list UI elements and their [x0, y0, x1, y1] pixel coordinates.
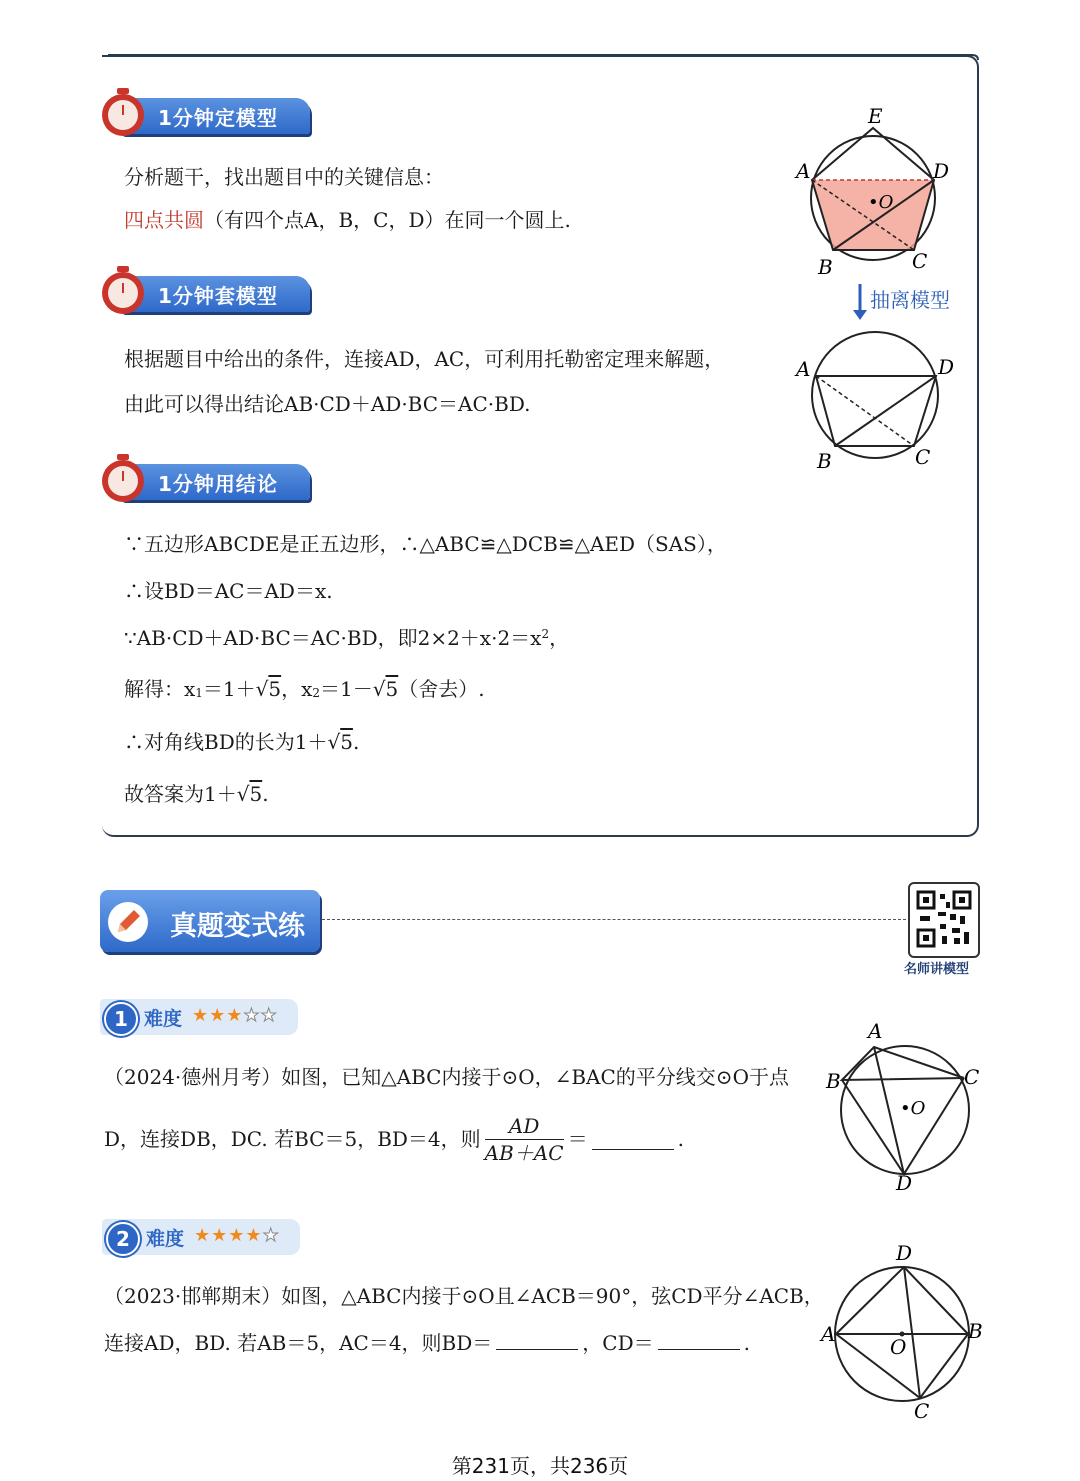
- s2-line2: 由此可以得出结论AB·CD＋AD·BC＝AC·BD.: [124, 392, 531, 416]
- banner-apply-model: [98, 268, 318, 312]
- s3-l6c: .: [262, 782, 269, 806]
- s3-line4: [124, 676, 485, 702]
- dashed-divider: [322, 919, 906, 920]
- difficulty-label: 难度: [144, 1008, 183, 1030]
- q2-figure: [818, 1240, 988, 1424]
- star-empty-icon: ★: [243, 1005, 261, 1026]
- q2-stars: [194, 1225, 280, 1246]
- q2-line2a: 连接AD，BD. 若AB＝5，AC＝4，则BD＝: [104, 1331, 493, 1355]
- s3-line5: [124, 729, 359, 755]
- frac-denominator: AB＋AC: [484, 1140, 564, 1165]
- pentagon-circle-figure: [790, 100, 970, 290]
- s3-l4f: 5: [385, 677, 399, 701]
- label-D: D: [933, 159, 950, 183]
- s3-l4d: ，x: [281, 677, 313, 701]
- star-empty-icon: ★: [260, 1005, 278, 1026]
- s3-l5a: ∴对角线BD的长为1＋√: [124, 730, 341, 754]
- q2-line2c: .: [743, 1331, 750, 1355]
- label-C: C: [912, 249, 928, 273]
- star-filled-icon: ★: [245, 1225, 263, 1246]
- s3-line2: ∴设BD＝AC＝AD＝x.: [124, 579, 333, 603]
- q1-stars: [192, 1005, 278, 1026]
- q1-fraction: [485, 1113, 564, 1166]
- q1-line1: （2024·德州月考）如图，已知△ABC内接于⊙O，∠BAC的平分线交⊙O于点: [104, 1065, 789, 1089]
- label-B: B: [817, 449, 832, 473]
- q2-answer-blank-cd[interactable]: [658, 1329, 740, 1350]
- label-A: A: [868, 1019, 883, 1043]
- q1-figure: [820, 1018, 990, 1194]
- label-C: C: [914, 1399, 930, 1423]
- q2-line1: （2023·邯郸期末）如图，△ABC内接于⊙O且∠ACB＝90°，弦CD平分∠ACB，: [104, 1284, 824, 1308]
- label-O: •O: [868, 192, 894, 213]
- s1-line2-rest: （有四个点A，B，C，D）在同一个圆上.: [204, 208, 571, 232]
- s3-l5b: 5: [340, 730, 353, 754]
- qr-code-icon: [910, 884, 978, 956]
- q1-line2c: .: [677, 1127, 684, 1151]
- label-O: •O: [900, 1098, 926, 1119]
- pencil-icon: [106, 900, 150, 944]
- label-B: B: [826, 1069, 841, 1093]
- star-filled-icon: ★: [209, 1005, 227, 1026]
- s3-line3-sup: 2: [541, 627, 550, 641]
- banner-define-model: [98, 90, 318, 134]
- s3-l4e: ＝1－√: [320, 677, 386, 701]
- practice-title: 真题变式练: [170, 911, 305, 942]
- extract-model-label: 抽离模型: [870, 288, 950, 312]
- s3-l4b: ＝1＋√: [202, 677, 269, 701]
- s3-line1: ∵五边形ABCDE是正五边形，∴△ABC≌△DCB≌△AED（SAS），: [124, 532, 727, 556]
- star-filled-icon: ★: [194, 1225, 212, 1246]
- label-D: D: [896, 1171, 913, 1194]
- q1-answer-blank[interactable]: [592, 1129, 674, 1150]
- q2-answer-blank-bd[interactable]: [496, 1329, 578, 1350]
- q2-line2: [104, 1329, 750, 1356]
- banner-label: 1分钟定模型: [158, 106, 278, 130]
- banner-label: 1分钟套模型: [158, 284, 278, 308]
- qr-label: 名师讲模型: [904, 962, 970, 977]
- q1-difficulty: [100, 999, 300, 1039]
- practice-banner: [100, 890, 320, 952]
- qr-code[interactable]: [908, 882, 980, 958]
- frac-numerator: AD: [485, 1113, 564, 1140]
- label-E: E: [868, 104, 883, 128]
- s3-line3-b: ，: [549, 626, 570, 650]
- label-A: A: [796, 357, 811, 381]
- q2-difficulty: [102, 1219, 302, 1259]
- q1-line2b: ＝: [567, 1127, 588, 1151]
- stopwatch-icon: [98, 88, 148, 138]
- label-B: B: [818, 255, 833, 279]
- s3-l4g: （舍去）.: [398, 677, 485, 701]
- extracted-model-figure: [790, 320, 970, 480]
- q1-line2: [104, 1108, 684, 1170]
- label-B: B: [968, 1319, 983, 1343]
- q1-number: 1: [104, 1002, 138, 1036]
- difficulty-label: 难度: [146, 1228, 185, 1250]
- banner-use-conclusion: [98, 456, 318, 500]
- s2-line1: 根据题目中给出的条件，连接AD，AC，可利用托勒密定理来解题，: [124, 347, 725, 371]
- star-filled-icon: ★: [211, 1225, 229, 1246]
- s3-l4s2: 2: [312, 686, 321, 700]
- q2-number: 2: [106, 1222, 140, 1256]
- label-C: C: [964, 1065, 980, 1089]
- page-number: 第231页，共236页: [451, 1454, 629, 1478]
- s1-line1: 分析题干，找出题目中的关键信息：: [124, 165, 444, 189]
- q2-line2b: ，CD＝: [582, 1331, 654, 1355]
- s1-line2: [124, 207, 571, 233]
- keyword-four-points: 四点共圆: [124, 208, 204, 232]
- label-A: A: [796, 159, 811, 183]
- star-filled-icon: ★: [226, 1005, 244, 1026]
- s3-line3: [124, 625, 569, 651]
- star-filled-icon: ★: [228, 1225, 246, 1246]
- s3-l4c: 5: [268, 677, 282, 701]
- frame-top-edge: [100, 48, 982, 60]
- stopwatch-icon: [98, 454, 148, 504]
- s3-l4a: 解得：x: [124, 677, 196, 701]
- stopwatch-icon: [98, 266, 148, 316]
- label-D: D: [938, 355, 955, 379]
- star-empty-icon: ★: [262, 1225, 280, 1246]
- banner-label: 1分钟用结论: [158, 472, 278, 496]
- s3-l6a: 故答案为1＋√: [124, 782, 250, 806]
- s3-line6: [124, 781, 269, 807]
- q1-line2a: D，连接DB，DC. 若BC＝5，BD＝4，则: [104, 1127, 481, 1151]
- down-arrow-icon: [850, 282, 870, 322]
- label-C: C: [915, 445, 931, 469]
- s3-l5c: .: [352, 730, 360, 754]
- s3-l4s1: 1: [195, 686, 203, 700]
- star-filled-icon: ★: [192, 1005, 210, 1026]
- label-D: D: [896, 1241, 913, 1265]
- label-O: O: [890, 1335, 907, 1359]
- s3-l6b: 5: [249, 782, 263, 806]
- s3-line3-a: ∵AB·CD＋AD·BC＝AC·BD，即2×2＋x·2＝x: [124, 626, 542, 650]
- label-A: A: [821, 1322, 836, 1346]
